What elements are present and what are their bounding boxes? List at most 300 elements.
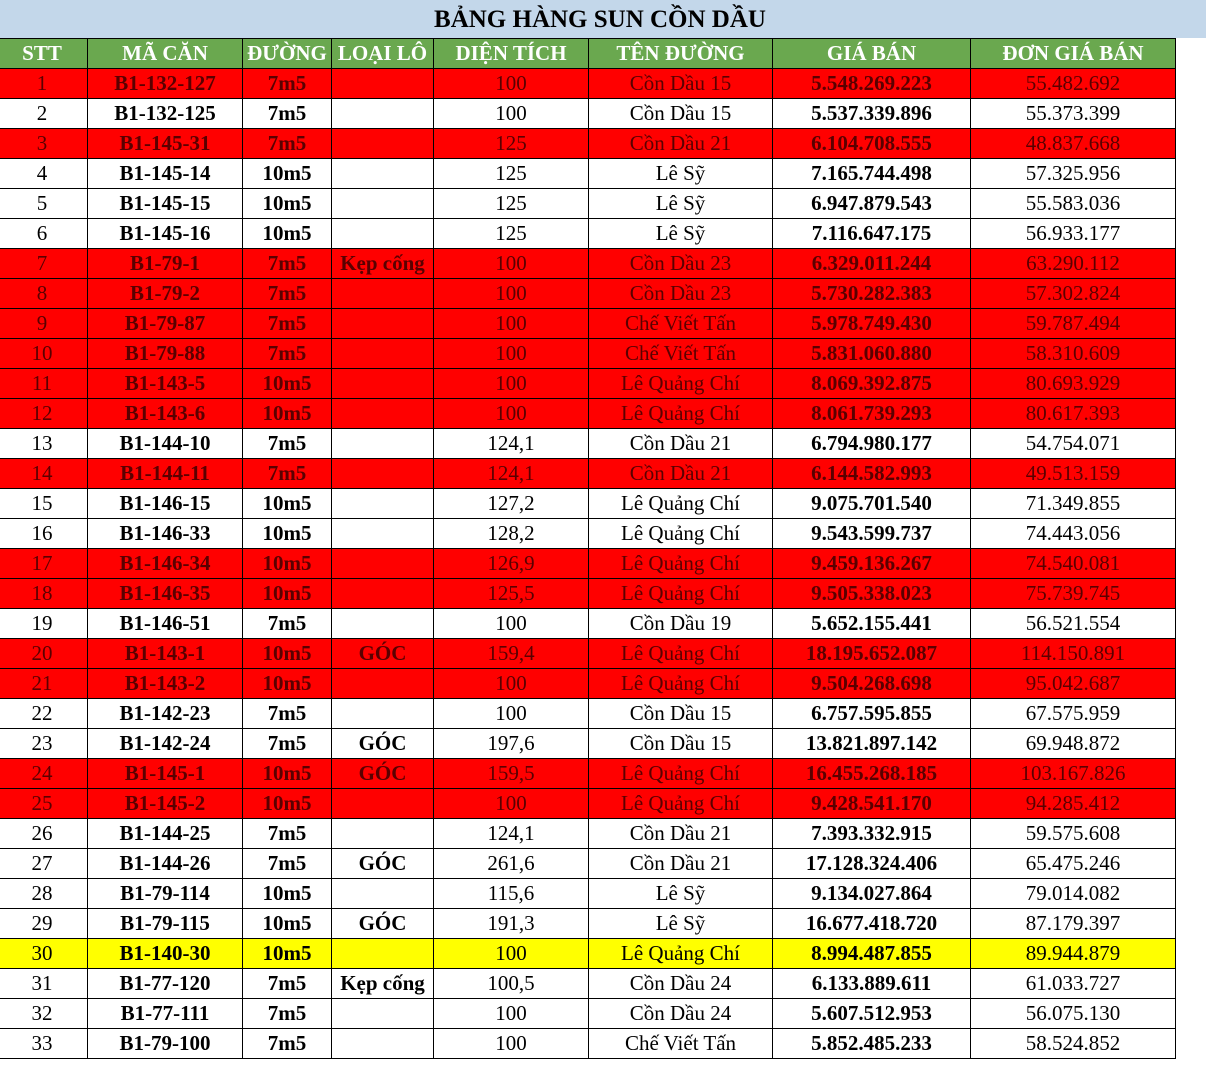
header-dien-tich[interactable]: DIỆN TÍCH (434, 39, 589, 69)
cell-stt[interactable]: 30 (0, 939, 88, 969)
cell-gia-ban[interactable]: 17.128.324.406 (773, 849, 971, 879)
cell-don-gia-ban[interactable]: 65.475.246 (971, 849, 1176, 879)
cell-duong[interactable]: 7m5 (243, 1029, 332, 1059)
cell-dien-tich[interactable]: 124,1 (434, 819, 589, 849)
cell-loai-lo[interactable] (332, 549, 434, 579)
cell-duong[interactable]: 10m5 (243, 759, 332, 789)
cell-stt[interactable]: 6 (0, 219, 88, 249)
cell-stt[interactable]: 15 (0, 489, 88, 519)
cell-ten-duong[interactable]: Lê Sỹ (589, 189, 773, 219)
cell-loai-lo[interactable] (332, 429, 434, 459)
cell-loai-lo[interactable] (332, 939, 434, 969)
cell-don-gia-ban[interactable]: 57.302.824 (971, 279, 1176, 309)
cell-ma-can[interactable]: B1-145-16 (88, 219, 243, 249)
cell-ma-can[interactable]: B1-79-100 (88, 1029, 243, 1059)
cell-dien-tich[interactable]: 100 (434, 999, 589, 1029)
cell-ten-duong[interactable]: Lê Quảng Chí (589, 759, 773, 789)
cell-stt[interactable]: 16 (0, 519, 88, 549)
cell-don-gia-ban[interactable]: 80.617.393 (971, 399, 1176, 429)
cell-don-gia-ban[interactable]: 54.754.071 (971, 429, 1176, 459)
cell-dien-tich[interactable]: 100 (434, 669, 589, 699)
cell-ten-duong[interactable]: Lê Sỹ (589, 159, 773, 189)
cell-ten-duong[interactable]: Cồn Dầu 23 (589, 279, 773, 309)
cell-gia-ban[interactable]: 5.852.485.233 (773, 1029, 971, 1059)
cell-duong[interactable]: 7m5 (243, 729, 332, 759)
cell-loai-lo[interactable] (332, 189, 434, 219)
empty-cell[interactable] (1176, 609, 1206, 639)
empty-cell[interactable] (1176, 999, 1206, 1029)
cell-ten-duong[interactable]: Chế Viết Tấn (589, 339, 773, 369)
header-ma-can[interactable]: MÃ CĂN (88, 39, 243, 69)
cell-stt[interactable]: 24 (0, 759, 88, 789)
cell-ten-duong[interactable]: Lê Quảng Chí (589, 579, 773, 609)
cell-gia-ban[interactable]: 9.459.136.267 (773, 549, 971, 579)
cell-ma-can[interactable]: B1-142-24 (88, 729, 243, 759)
empty-cell[interactable] (1176, 189, 1206, 219)
cell-don-gia-ban[interactable]: 95.042.687 (971, 669, 1176, 699)
cell-don-gia-ban[interactable]: 49.513.159 (971, 459, 1176, 489)
cell-dien-tich[interactable]: 191,3 (434, 909, 589, 939)
cell-don-gia-ban[interactable]: 56.521.554 (971, 609, 1176, 639)
cell-ten-duong[interactable]: Lê Quảng Chí (589, 789, 773, 819)
cell-gia-ban[interactable]: 9.075.701.540 (773, 489, 971, 519)
cell-ma-can[interactable]: B1-146-15 (88, 489, 243, 519)
cell-don-gia-ban[interactable]: 79.014.082 (971, 879, 1176, 909)
cell-stt[interactable]: 27 (0, 849, 88, 879)
cell-ten-duong[interactable]: Lê Quảng Chí (589, 669, 773, 699)
empty-cell[interactable] (1176, 459, 1206, 489)
cell-loai-lo[interactable] (332, 699, 434, 729)
cell-ten-duong[interactable]: Cồn Dầu 21 (589, 129, 773, 159)
cell-gia-ban[interactable]: 5.831.060.880 (773, 339, 971, 369)
empty-cell[interactable] (1176, 249, 1206, 279)
cell-duong[interactable]: 10m5 (243, 789, 332, 819)
cell-stt[interactable]: 10 (0, 339, 88, 369)
cell-duong[interactable]: 7m5 (243, 339, 332, 369)
cell-loai-lo[interactable] (332, 309, 434, 339)
cell-don-gia-ban[interactable]: 57.325.956 (971, 159, 1176, 189)
empty-cell[interactable] (1176, 99, 1206, 129)
cell-ma-can[interactable]: B1-146-51 (88, 609, 243, 639)
cell-stt[interactable]: 14 (0, 459, 88, 489)
cell-duong[interactable]: 7m5 (243, 429, 332, 459)
cell-don-gia-ban[interactable]: 58.524.852 (971, 1029, 1176, 1059)
cell-gia-ban[interactable]: 16.677.418.720 (773, 909, 971, 939)
empty-cell[interactable] (1176, 429, 1206, 459)
cell-ma-can[interactable]: B1-144-10 (88, 429, 243, 459)
cell-duong[interactable]: 10m5 (243, 189, 332, 219)
cell-loai-lo[interactable] (332, 579, 434, 609)
cell-ten-duong[interactable]: Cồn Dầu 21 (589, 849, 773, 879)
cell-loai-lo[interactable] (332, 459, 434, 489)
cell-dien-tich[interactable]: 100 (434, 309, 589, 339)
cell-stt[interactable]: 33 (0, 1029, 88, 1059)
cell-stt[interactable]: 25 (0, 789, 88, 819)
cell-gia-ban[interactable]: 9.504.268.698 (773, 669, 971, 699)
cell-dien-tich[interactable]: 125,5 (434, 579, 589, 609)
empty-cell[interactable] (1176, 879, 1206, 909)
cell-stt[interactable]: 7 (0, 249, 88, 279)
cell-ma-can[interactable]: B1-77-111 (88, 999, 243, 1029)
cell-ma-can[interactable]: B1-79-115 (88, 909, 243, 939)
cell-gia-ban[interactable]: 6.329.011.244 (773, 249, 971, 279)
cell-ten-duong[interactable]: Lê Quảng Chí (589, 369, 773, 399)
cell-loai-lo[interactable]: GÓC (332, 639, 434, 669)
cell-gia-ban[interactable]: 5.730.282.383 (773, 279, 971, 309)
cell-dien-tich[interactable]: 128,2 (434, 519, 589, 549)
cell-stt[interactable]: 4 (0, 159, 88, 189)
empty-cell[interactable] (1176, 1029, 1206, 1059)
empty-cell[interactable] (1176, 159, 1206, 189)
cell-duong[interactable]: 7m5 (243, 249, 332, 279)
cell-don-gia-ban[interactable]: 48.837.668 (971, 129, 1176, 159)
cell-dien-tich[interactable]: 100 (434, 1029, 589, 1059)
cell-don-gia-ban[interactable]: 103.167.826 (971, 759, 1176, 789)
cell-stt[interactable]: 23 (0, 729, 88, 759)
cell-don-gia-ban[interactable]: 74.540.081 (971, 549, 1176, 579)
cell-stt[interactable]: 5 (0, 189, 88, 219)
cell-loai-lo[interactable] (332, 519, 434, 549)
cell-duong[interactable]: 7m5 (243, 69, 332, 99)
cell-dien-tich[interactable]: 100 (434, 399, 589, 429)
cell-stt[interactable]: 29 (0, 909, 88, 939)
cell-dien-tich[interactable]: 100 (434, 249, 589, 279)
cell-dien-tich[interactable]: 125 (434, 129, 589, 159)
cell-stt[interactable]: 22 (0, 699, 88, 729)
cell-gia-ban[interactable]: 5.652.155.441 (773, 609, 971, 639)
empty-cell[interactable] (1176, 489, 1206, 519)
cell-loai-lo[interactable]: GÓC (332, 729, 434, 759)
cell-stt[interactable]: 1 (0, 69, 88, 99)
cell-ma-can[interactable]: B1-146-35 (88, 579, 243, 609)
cell-ten-duong[interactable]: Cồn Dầu 15 (589, 699, 773, 729)
cell-ten-duong[interactable]: Lê Quảng Chí (589, 399, 773, 429)
cell-loai-lo[interactable] (332, 609, 434, 639)
empty-cell[interactable] (1176, 789, 1206, 819)
cell-ma-can[interactable]: B1-145-15 (88, 189, 243, 219)
cell-gia-ban[interactable]: 18.195.652.087 (773, 639, 971, 669)
cell-don-gia-ban[interactable]: 56.933.177 (971, 219, 1176, 249)
cell-loai-lo[interactable] (332, 489, 434, 519)
cell-ten-duong[interactable]: Cồn Dầu 15 (589, 99, 773, 129)
cell-gia-ban[interactable]: 7.165.744.498 (773, 159, 971, 189)
cell-ten-duong[interactable]: Cồn Dầu 21 (589, 819, 773, 849)
cell-gia-ban[interactable]: 9.428.541.170 (773, 789, 971, 819)
cell-don-gia-ban[interactable]: 59.575.608 (971, 819, 1176, 849)
cell-don-gia-ban[interactable]: 114.150.891 (971, 639, 1176, 669)
empty-cell[interactable] (1176, 309, 1206, 339)
cell-don-gia-ban[interactable]: 55.373.399 (971, 99, 1176, 129)
cell-loai-lo[interactable] (332, 159, 434, 189)
cell-duong[interactable]: 10m5 (243, 639, 332, 669)
cell-duong[interactable]: 7m5 (243, 999, 332, 1029)
cell-loai-lo[interactable] (332, 789, 434, 819)
cell-ma-can[interactable]: B1-79-87 (88, 309, 243, 339)
cell-duong[interactable]: 10m5 (243, 939, 332, 969)
cell-duong[interactable]: 10m5 (243, 369, 332, 399)
cell-don-gia-ban[interactable]: 58.310.609 (971, 339, 1176, 369)
cell-dien-tich[interactable]: 159,5 (434, 759, 589, 789)
cell-dien-tich[interactable]: 100 (434, 69, 589, 99)
cell-duong[interactable]: 7m5 (243, 99, 332, 129)
cell-don-gia-ban[interactable]: 74.443.056 (971, 519, 1176, 549)
cell-dien-tich[interactable]: 261,6 (434, 849, 589, 879)
cell-ma-can[interactable]: B1-145-1 (88, 759, 243, 789)
empty-cell[interactable] (1176, 69, 1206, 99)
cell-ma-can[interactable]: B1-79-114 (88, 879, 243, 909)
cell-loai-lo[interactable] (332, 999, 434, 1029)
cell-stt[interactable]: 19 (0, 609, 88, 639)
cell-ten-duong[interactable]: Chế Viết Tấn (589, 309, 773, 339)
cell-ten-duong[interactable]: Cồn Dầu 21 (589, 459, 773, 489)
cell-ten-duong[interactable]: Cồn Dầu 23 (589, 249, 773, 279)
cell-ma-can[interactable]: B1-79-1 (88, 249, 243, 279)
cell-stt[interactable]: 26 (0, 819, 88, 849)
cell-duong[interactable]: 10m5 (243, 909, 332, 939)
cell-ma-can[interactable]: B1-145-14 (88, 159, 243, 189)
cell-duong[interactable]: 10m5 (243, 219, 332, 249)
cell-ma-can[interactable]: B1-143-2 (88, 669, 243, 699)
cell-ten-duong[interactable]: Cồn Dầu 19 (589, 609, 773, 639)
cell-loai-lo[interactable] (332, 369, 434, 399)
cell-loai-lo[interactable]: GÓC (332, 759, 434, 789)
cell-dien-tich[interactable]: 125 (434, 219, 589, 249)
cell-loai-lo[interactable] (332, 99, 434, 129)
cell-duong[interactable]: 7m5 (243, 459, 332, 489)
empty-cell[interactable] (1176, 279, 1206, 309)
cell-ten-duong[interactable]: Cồn Dầu 24 (589, 999, 773, 1029)
cell-duong[interactable]: 10m5 (243, 549, 332, 579)
cell-ten-duong[interactable]: Cồn Dầu 24 (589, 969, 773, 999)
cell-ten-duong[interactable]: Lê Sỹ (589, 219, 773, 249)
header-duong[interactable]: ĐƯỜNG (243, 39, 332, 69)
cell-dien-tich[interactable]: 127,2 (434, 489, 589, 519)
empty-cell[interactable] (1176, 639, 1206, 669)
cell-don-gia-ban[interactable]: 71.349.855 (971, 489, 1176, 519)
cell-ten-duong[interactable]: Lê Quảng Chí (589, 639, 773, 669)
cell-don-gia-ban[interactable]: 63.290.112 (971, 249, 1176, 279)
cell-stt[interactable]: 8 (0, 279, 88, 309)
empty-cell[interactable] (1176, 669, 1206, 699)
cell-duong[interactable]: 7m5 (243, 309, 332, 339)
cell-duong[interactable]: 10m5 (243, 159, 332, 189)
cell-stt[interactable]: 3 (0, 129, 88, 159)
header-ten-duong[interactable]: TÊN ĐƯỜNG (589, 39, 773, 69)
cell-don-gia-ban[interactable]: 67.575.959 (971, 699, 1176, 729)
cell-don-gia-ban[interactable]: 56.075.130 (971, 999, 1176, 1029)
cell-loai-lo[interactable]: Kẹp cống (332, 969, 434, 999)
cell-loai-lo[interactable] (332, 1029, 434, 1059)
empty-cell[interactable] (1176, 699, 1206, 729)
cell-ten-duong[interactable]: Lê Quảng Chí (589, 519, 773, 549)
header-gia-ban[interactable]: GIÁ BÁN (773, 39, 971, 69)
empty-cell[interactable] (1176, 819, 1206, 849)
cell-gia-ban[interactable]: 6.104.708.555 (773, 129, 971, 159)
cell-dien-tich[interactable]: 124,1 (434, 429, 589, 459)
cell-duong[interactable]: 10m5 (243, 579, 332, 609)
cell-loai-lo[interactable] (332, 279, 434, 309)
empty-cell[interactable] (1176, 549, 1206, 579)
cell-dien-tich[interactable]: 124,1 (434, 459, 589, 489)
empty-cell[interactable] (1176, 219, 1206, 249)
cell-ma-can[interactable]: B1-143-1 (88, 639, 243, 669)
cell-loai-lo[interactable]: GÓC (332, 849, 434, 879)
cell-don-gia-ban[interactable]: 75.739.745 (971, 579, 1176, 609)
cell-duong[interactable]: 10m5 (243, 879, 332, 909)
cell-ma-can[interactable]: B1-132-127 (88, 69, 243, 99)
cell-gia-ban[interactable]: 9.505.338.023 (773, 579, 971, 609)
cell-stt[interactable]: 11 (0, 369, 88, 399)
cell-duong[interactable]: 7m5 (243, 849, 332, 879)
header-stt[interactable]: STT (0, 39, 88, 69)
cell-dien-tich[interactable]: 100 (434, 939, 589, 969)
empty-cell[interactable] (1176, 849, 1206, 879)
cell-stt[interactable]: 13 (0, 429, 88, 459)
header-don-gia-ban[interactable]: ĐƠN GIÁ BÁN (971, 39, 1176, 69)
cell-loai-lo[interactable] (332, 399, 434, 429)
empty-cell[interactable] (1176, 579, 1206, 609)
cell-loai-lo[interactable] (332, 69, 434, 99)
cell-dien-tich[interactable]: 197,6 (434, 729, 589, 759)
empty-cell[interactable] (1176, 729, 1206, 759)
cell-ma-can[interactable]: B1-146-34 (88, 549, 243, 579)
cell-ma-can[interactable]: B1-142-23 (88, 699, 243, 729)
cell-gia-ban[interactable]: 6.144.582.993 (773, 459, 971, 489)
cell-loai-lo[interactable]: GÓC (332, 909, 434, 939)
cell-don-gia-ban[interactable]: 94.285.412 (971, 789, 1176, 819)
cell-gia-ban[interactable]: 5.537.339.896 (773, 99, 971, 129)
cell-don-gia-ban[interactable]: 80.693.929 (971, 369, 1176, 399)
cell-duong[interactable]: 7m5 (243, 819, 332, 849)
cell-duong[interactable]: 7m5 (243, 699, 332, 729)
cell-stt[interactable]: 21 (0, 669, 88, 699)
cell-gia-ban[interactable]: 7.116.647.175 (773, 219, 971, 249)
cell-gia-ban[interactable]: 6.133.889.611 (773, 969, 971, 999)
cell-dien-tich[interactable]: 100 (434, 279, 589, 309)
cell-ten-duong[interactable]: Lê Quảng Chí (589, 489, 773, 519)
cell-duong[interactable]: 10m5 (243, 489, 332, 519)
empty-cell[interactable] (1176, 39, 1206, 69)
cell-ma-can[interactable]: B1-143-5 (88, 369, 243, 399)
cell-stt[interactable]: 32 (0, 999, 88, 1029)
cell-dien-tich[interactable]: 115,6 (434, 879, 589, 909)
cell-ten-duong[interactable]: Chế Viết Tấn (589, 1029, 773, 1059)
cell-gia-ban[interactable]: 6.947.879.543 (773, 189, 971, 219)
cell-don-gia-ban[interactable]: 89.944.879 (971, 939, 1176, 969)
cell-dien-tich[interactable]: 100 (434, 339, 589, 369)
cell-ten-duong[interactable]: Cồn Dầu 15 (589, 69, 773, 99)
cell-dien-tich[interactable]: 100 (434, 789, 589, 819)
cell-stt[interactable]: 20 (0, 639, 88, 669)
cell-gia-ban[interactable]: 5.978.749.430 (773, 309, 971, 339)
cell-stt[interactable]: 12 (0, 399, 88, 429)
cell-dien-tich[interactable]: 100 (434, 99, 589, 129)
empty-cell[interactable] (1176, 369, 1206, 399)
cell-ma-can[interactable]: B1-146-33 (88, 519, 243, 549)
cell-ma-can[interactable]: B1-145-2 (88, 789, 243, 819)
cell-gia-ban[interactable]: 16.455.268.185 (773, 759, 971, 789)
cell-ma-can[interactable]: B1-79-2 (88, 279, 243, 309)
cell-gia-ban[interactable]: 8.061.739.293 (773, 399, 971, 429)
cell-don-gia-ban[interactable]: 61.033.727 (971, 969, 1176, 999)
cell-loai-lo[interactable] (332, 219, 434, 249)
cell-stt[interactable]: 2 (0, 99, 88, 129)
empty-cell[interactable] (1176, 129, 1206, 159)
cell-ten-duong[interactable]: Lê Sỹ (589, 879, 773, 909)
cell-loai-lo[interactable] (332, 819, 434, 849)
cell-stt[interactable]: 18 (0, 579, 88, 609)
cell-don-gia-ban[interactable]: 55.482.692 (971, 69, 1176, 99)
cell-duong[interactable]: 10m5 (243, 519, 332, 549)
cell-duong[interactable]: 10m5 (243, 399, 332, 429)
cell-dien-tich[interactable]: 159,4 (434, 639, 589, 669)
cell-dien-tich[interactable]: 100 (434, 369, 589, 399)
cell-duong[interactable]: 7m5 (243, 129, 332, 159)
cell-dien-tich[interactable]: 125 (434, 159, 589, 189)
cell-gia-ban[interactable]: 9.543.599.737 (773, 519, 971, 549)
cell-ten-duong[interactable]: Lê Quảng Chí (589, 939, 773, 969)
cell-don-gia-ban[interactable]: 87.179.397 (971, 909, 1176, 939)
cell-dien-tich[interactable]: 100,5 (434, 969, 589, 999)
cell-don-gia-ban[interactable]: 59.787.494 (971, 309, 1176, 339)
cell-stt[interactable]: 17 (0, 549, 88, 579)
cell-gia-ban[interactable]: 7.393.332.915 (773, 819, 971, 849)
cell-ma-can[interactable]: B1-77-120 (88, 969, 243, 999)
cell-gia-ban[interactable]: 6.757.595.855 (773, 699, 971, 729)
cell-ten-duong[interactable]: Lê Sỹ (589, 909, 773, 939)
cell-don-gia-ban[interactable]: 69.948.872 (971, 729, 1176, 759)
cell-don-gia-ban[interactable]: 55.583.036 (971, 189, 1176, 219)
cell-duong[interactable]: 10m5 (243, 669, 332, 699)
cell-loai-lo[interactable] (332, 339, 434, 369)
cell-ma-can[interactable]: B1-144-11 (88, 459, 243, 489)
empty-cell[interactable] (1176, 519, 1206, 549)
cell-gia-ban[interactable]: 5.548.269.223 (773, 69, 971, 99)
empty-cell[interactable] (1176, 969, 1206, 999)
cell-ma-can[interactable]: B1-143-6 (88, 399, 243, 429)
cell-ma-can[interactable]: B1-144-26 (88, 849, 243, 879)
cell-loai-lo[interactable] (332, 879, 434, 909)
cell-gia-ban[interactable]: 8.994.487.855 (773, 939, 971, 969)
cell-stt[interactable]: 9 (0, 309, 88, 339)
cell-ma-can[interactable]: B1-145-31 (88, 129, 243, 159)
cell-loai-lo[interactable] (332, 129, 434, 159)
cell-ma-can[interactable]: B1-79-88 (88, 339, 243, 369)
cell-duong[interactable]: 7m5 (243, 969, 332, 999)
cell-gia-ban[interactable]: 6.794.980.177 (773, 429, 971, 459)
cell-loai-lo[interactable]: Kẹp cống (332, 249, 434, 279)
cell-ma-can[interactable]: B1-144-25 (88, 819, 243, 849)
cell-ten-duong[interactable]: Lê Quảng Chí (589, 549, 773, 579)
cell-stt[interactable]: 31 (0, 969, 88, 999)
cell-dien-tich[interactable]: 125 (434, 189, 589, 219)
cell-ten-duong[interactable]: Cồn Dầu 15 (589, 729, 773, 759)
cell-dien-tich[interactable]: 100 (434, 609, 589, 639)
cell-dien-tich[interactable]: 126,9 (434, 549, 589, 579)
cell-duong[interactable]: 7m5 (243, 279, 332, 309)
cell-stt[interactable]: 28 (0, 879, 88, 909)
empty-cell[interactable] (1176, 909, 1206, 939)
empty-cell[interactable] (1176, 339, 1206, 369)
cell-dien-tich[interactable]: 100 (434, 699, 589, 729)
empty-cell[interactable] (1176, 759, 1206, 789)
header-loai-lo[interactable]: LOẠI LÔ (332, 39, 434, 69)
cell-gia-ban[interactable]: 9.134.027.864 (773, 879, 971, 909)
cell-gia-ban[interactable]: 5.607.512.953 (773, 999, 971, 1029)
empty-cell[interactable] (1176, 399, 1206, 429)
cell-duong[interactable]: 7m5 (243, 609, 332, 639)
empty-cell[interactable] (1176, 939, 1206, 969)
